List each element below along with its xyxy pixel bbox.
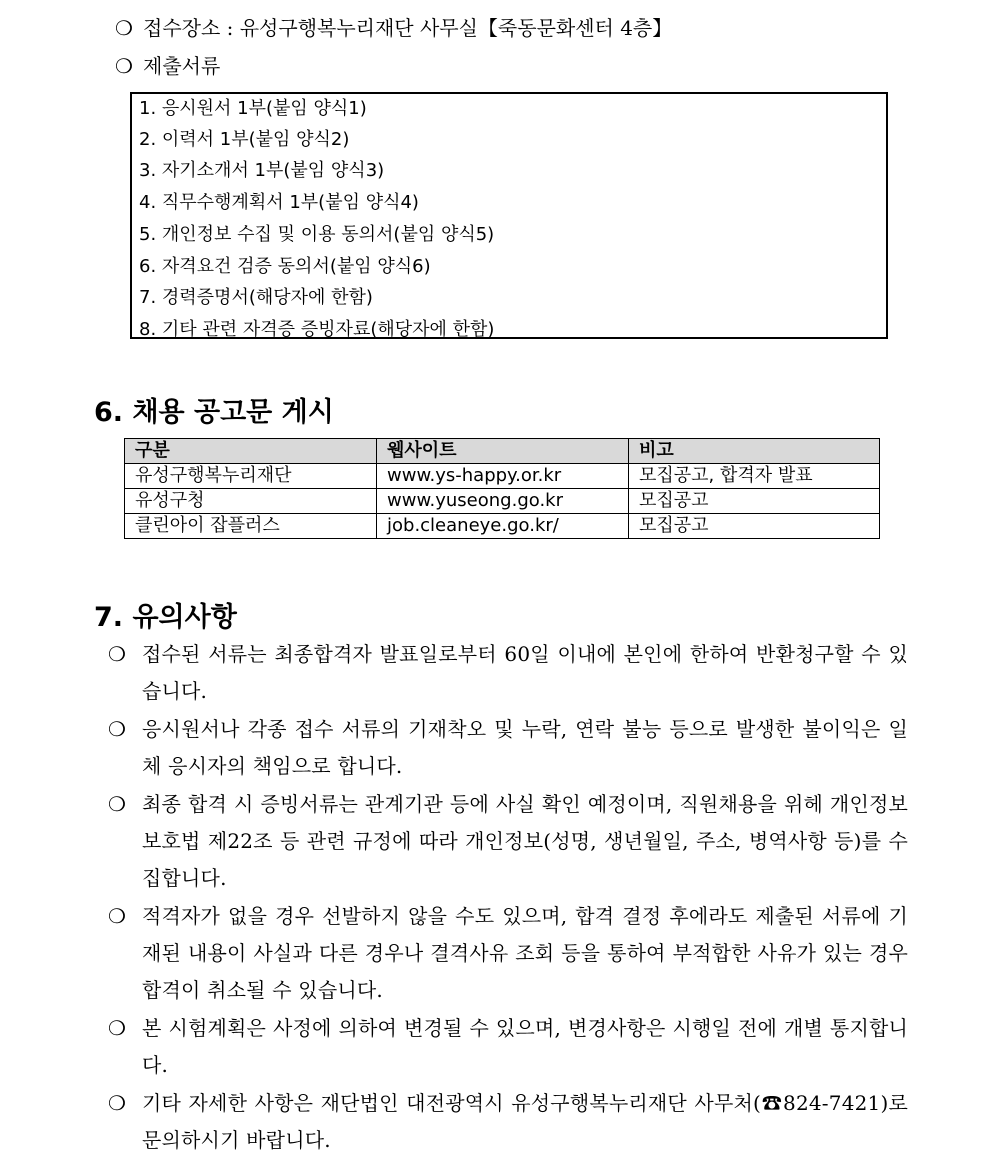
document-item: 1. 응시원서 1부(붙임 양식1)	[139, 98, 367, 119]
table-row	[125, 514, 880, 539]
header-website: 웹사이트	[377, 439, 629, 464]
circle-bullet-icon: ❍	[108, 642, 126, 666]
note-text: 접수된 서류는 최종합격자 발표일로부터 60일 이내에 본인에 한하여 반환청구할 수 있습니다.	[142, 642, 908, 703]
cell-remarks: 모집공고	[629, 489, 880, 514]
documents-box	[130, 92, 888, 339]
document-item: 4. 직무수행계획서 1부(붙임 양식4)	[139, 192, 419, 213]
note-text: 적격자가 없을 경우 선발하지 않을 수도 있으며, 합격 결정 후에라도 제출된 서류에 기재된 내용이 사실과 다른 경우나 결격사유 조회 등을 통하여 부적합한 사유가 있는 경우 합격이 취소될 수 있습니다.	[142, 904, 908, 1002]
cell-website[interactable]: www.yuseong.go.kr	[377, 489, 629, 514]
circle-bullet-icon: ❍	[115, 16, 133, 40]
document-item: 5. 개인정보 수집 및 이용 동의서(붙임 양식5)	[139, 224, 495, 245]
cell-category: 유성구청	[125, 489, 377, 514]
website-table	[124, 438, 880, 539]
header-remarks: 비고	[629, 439, 880, 464]
circle-bullet-icon: ❍	[108, 717, 126, 741]
cell-category: 유성구행복누리재단	[125, 464, 377, 489]
note-text: 기타 자세한 사항은 재단법인 대전광역시 유성구행복누리재단 사무처(☎824-7421)로 문의하시기 바랍니다.	[142, 1091, 908, 1152]
location-text: 접수장소 : 유성구행복누리재단 사무실【죽동문화센터 4층】	[143, 16, 673, 40]
circle-bullet-icon: ❍	[108, 1016, 126, 1040]
section7-title: 7. 유의사항	[94, 602, 237, 633]
document-item: 7. 경력증명서(해당자에 한함)	[139, 287, 373, 308]
circle-bullet-icon: ❍	[108, 1091, 126, 1115]
document-item: 6. 자격요건 검증 동의서(붙임 양식6)	[139, 256, 431, 277]
circle-bullet-icon: ❍	[108, 792, 126, 816]
note-item	[108, 786, 908, 897]
table-row	[125, 464, 880, 489]
table-row	[125, 489, 880, 514]
cell-website[interactable]: www.ys-happy.or.kr	[377, 464, 629, 489]
cell-category: 클린아이 잡플러스	[125, 514, 377, 539]
documents-title: 제출서류	[143, 54, 221, 78]
circle-bullet-icon: ❍	[108, 904, 126, 928]
document-item: 2. 이력서 1부(붙임 양식2)	[139, 129, 350, 150]
circle-bullet-icon: ❍	[115, 54, 133, 78]
documents-title-line	[115, 50, 220, 79]
note-item	[108, 636, 908, 710]
cell-website[interactable]: job.cleaneye.go.kr/	[377, 514, 629, 539]
note-item	[108, 1010, 908, 1084]
note-text: 본 시험계획은 사정에 의하여 변경될 수 있으며, 변경사항은 시행일 전에 개별 통지합니다.	[142, 1016, 908, 1077]
note-text: 응시원서나 각종 접수 서류의 기재착오 및 누락, 연락 불능 등으로 발생한 불이익은 일체 응시자의 책임으로 합니다.	[142, 717, 908, 778]
location-line	[115, 12, 672, 41]
note-item	[108, 1085, 908, 1159]
document-item: 8. 기타 관련 자격증 증빙자료(해당자에 한함)	[139, 319, 495, 340]
table-header-row	[125, 439, 880, 464]
section6-title: 6. 채용 공고문 게시	[94, 397, 334, 428]
note-item	[108, 898, 908, 1009]
note-item	[108, 711, 908, 785]
header-category: 구분	[125, 439, 377, 464]
cell-remarks: 모집공고	[629, 514, 880, 539]
document-item: 3. 자기소개서 1부(붙임 양식3)	[139, 160, 385, 181]
cell-remarks: 모집공고, 합격자 발표	[629, 464, 880, 489]
note-text: 최종 합격 시 증빙서류는 관계기관 등에 사실 확인 예정이며, 직원채용을 위헤 개인정보보호법 제22조 등 관련 규정에 따라 개인정보(성명, 생년월일, 주소, 병역사항 등)를 수집합니다.	[142, 792, 908, 890]
